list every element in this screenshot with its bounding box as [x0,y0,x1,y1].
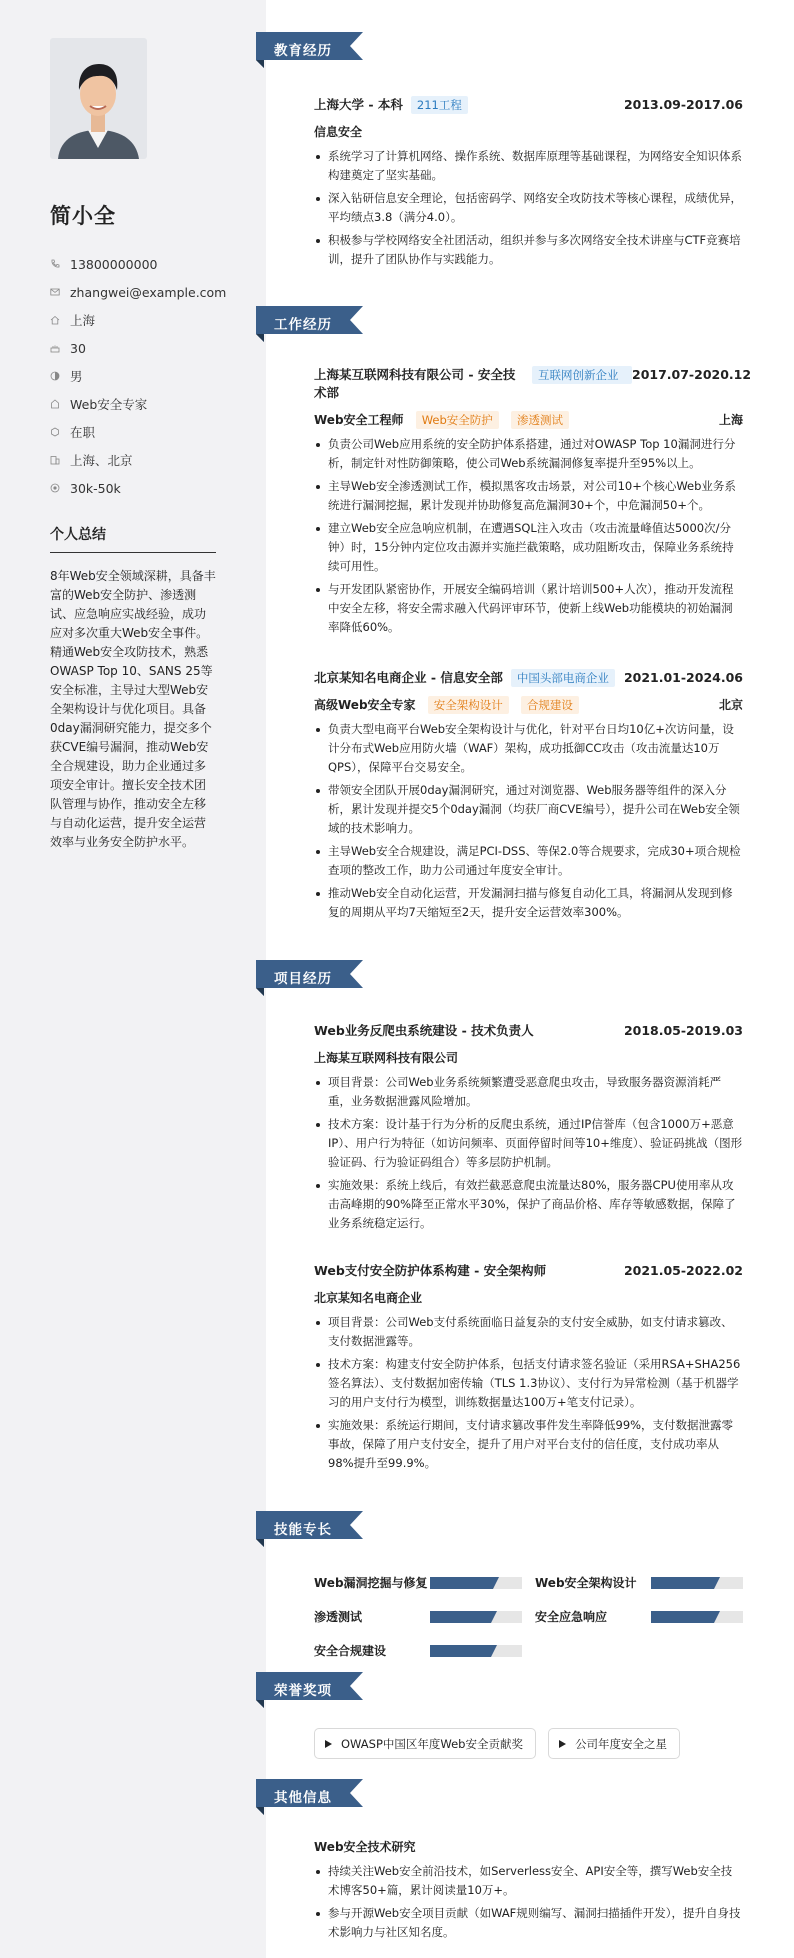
award-badge [548,1728,680,1759]
education-head [314,96,743,114]
section-header-projects [256,960,363,996]
sidebar [0,0,266,1958]
list-item: 主导Web安全渗透测试工作，模拟黑客攻击场景，对公司10+个核心Web业务系统进行漏洞挖掘，累计发现并协助修复高危漏洞30+个，中危漏洞50+个。 [314,477,743,515]
play-icon [325,1740,332,1748]
work-1-date: 2017.07-2020.12 [632,367,752,382]
section-title-honors: 荣誉奖项 [274,1683,332,1699]
work-1-head [314,366,752,402]
skill-name: Web安全架构设计 [535,1576,637,1590]
skill-bar-fill [651,1611,714,1623]
home-icon [50,315,70,325]
list-item: 积极参与学校网络安全社团活动，组织并参与多次网络安全技术讲座与CTF竞赛培训，提升了团队协作与实践能力。 [314,231,743,269]
project-entry-1 [314,1022,743,1237]
info-city [50,306,236,334]
skill-bar-fill [430,1611,491,1623]
project-1-org: 上海某互联网科技有限公司 [314,1051,459,1065]
project-2-org: 北京某知名电商企业 [314,1291,423,1305]
work-2-tag: 中国头部电商企业 [511,669,615,687]
school-name: 上海大学 - 本科 [314,97,403,112]
list-item: 推动Web安全自动化运营，开发漏洞扫描与修复自动化工具，将漏洞从发现到修复的周期从平均7天缩短至2天，提升安全运营效率300%。 [314,884,743,922]
section-header-skills [256,1511,363,1547]
project-2-bullets [314,1313,743,1473]
work-2-bullets [314,720,743,922]
work-entry-2 [314,669,743,926]
other-entry [314,1838,743,1946]
phone-icon [50,259,70,269]
education-major-line [314,123,743,141]
age-text: 30 [70,340,86,356]
skill-item [535,1608,743,1625]
job-text: Web安全专家 [70,397,148,412]
section-title-projects: 项目经历 [274,971,332,987]
work-2-head [314,669,743,687]
contact-info-list [50,250,236,502]
skills-grid [314,1574,743,1659]
skill-name: 安全应急响应 [535,1610,608,1624]
section-title-skills: 技能专长 [274,1522,332,1538]
project-entry-2 [314,1262,743,1477]
other-title: Web安全技术研究 [314,1840,416,1854]
phone-text: 13800000000 [70,256,158,272]
project-2-org-line [314,1289,743,1307]
list-item: 参与开源Web安全项目贡献（如WAF规则编写、漏洞扫描插件开发），提升自身技术影响力与社区知名度。 [314,1904,743,1942]
locations-text: 上海、北京 [70,453,133,468]
section-title-work: 工作经历 [274,317,332,333]
skill-bar [651,1611,743,1623]
project-2-date: 2021.05-2022.02 [623,1263,743,1278]
avatar [50,38,147,159]
project-1-date: 2018.05-2019.03 [623,1023,743,1038]
work-1-role-tag-1: Web安全防护 [416,411,499,429]
project-1-title: Web业务反爬虫系统建设 - 技术负责人 [314,1023,534,1038]
job-icon [50,399,70,409]
info-gender [50,362,236,390]
skill-bar-fill [430,1577,493,1589]
main-content [256,0,794,1958]
gender-icon [50,371,70,381]
info-locations [50,446,236,474]
award-text: 公司年度安全之星 [575,1736,668,1751]
list-item: 建立Web安全应急响应机制，在遭遇SQL注入攻击（攻击流量峰值达5000次/分钟）时，15分钟内定位攻击源并实施拦截策略，成功阻断攻击，保障业务系统持续可用性。 [314,519,743,576]
skill-bar [430,1645,522,1657]
section-title-education: 教育经历 [274,43,332,59]
list-item: 主导Web安全合规建设，满足PCI-DSS、等保2.0等合规要求，完成30+项合规检查项的整改工作，助力公司通过年度安全审计。 [314,842,743,880]
education-bullets [314,147,743,269]
list-item: 负责大型电商平台Web安全架构设计与优化，针对平台日均10亿+次访问量，设计分布式Web应用防火墙（WAF）架构，成功抵御CC攻击（攻击流量达10万QPS），保障平台交易安全。 [314,720,743,777]
list-item: 技术方案：设计基于行为分析的反爬虫系统，通过IP信誉库（包含1000万+恶意IP）、用户行为特征（如访问频率、页面停留时间等10+维度）、验证码挑战（图形验证码、行为验证码组合）等多层防护机制。 [314,1115,743,1172]
info-age [50,334,236,362]
list-item: 技术方案：构建支付安全防护体系，包括支付请求签名验证（采用RSA+SHA256签名算法）、支付数据加密传输（TLS 1.3协议）、支付行为异常检测（基于机器学习的用户支付行为模型，训练数据量达100万+笔支付记录）。 [314,1355,743,1412]
age-icon [50,343,70,353]
work-1-role-tag-2: 渗透测试 [511,411,569,429]
salary-icon [50,483,70,493]
other-title-line [314,1838,743,1856]
building-icon [50,455,70,465]
award-text: OWASP中国区年度Web安全贡献奖 [341,1736,523,1751]
education-date: 2013.09-2017.06 [623,97,743,112]
salary-text: 30k-50k [70,480,121,496]
list-item: 实施效果：系统运行期间，支付请求篡改事件发生率降低99%，支付数据泄露零事故，保障了用户支付安全，提升了用户对平台支付的信任度，支付成功率从98%提升至99.9%。 [314,1416,743,1473]
list-item: 负责公司Web应用系统的安全防护体系搭建，通过对OWASP Top 10漏洞进行分析，制定针对性防御策略，使公司Web系统漏洞修复率提升至95%以上。 [314,435,743,473]
gender-text: 男 [70,369,83,384]
work-2-role-tag-1: 安全架构设计 [428,696,509,714]
info-email [50,278,236,306]
work-entry-1 [314,366,752,641]
list-item: 深入钻研信息安全理论，包括密码学、网络安全攻防技术等核心课程，成绩优异，平均绩点3.8（满分4.0）。 [314,189,743,227]
list-item: 系统学习了计算机网络、操作系统、数据库原理等基础课程，为网络安全知识体系构建奠定了坚实基础。 [314,147,743,185]
project-1-org-line [314,1049,743,1067]
section-header-other [256,1779,363,1815]
work-1-location: 上海 [718,413,743,427]
info-phone [50,250,236,278]
honors-list [314,1728,743,1759]
list-item: 与开发团队紧密协作，开展安全编码培训（累计培训500+人次），推动开发流程中安全左移，将安全需求融入代码评审环节，使新上线Web功能模块的初始漏洞率降低60%。 [314,580,743,637]
project-1-bullets [314,1073,743,1233]
education-entry [314,96,743,273]
skill-bar-fill [430,1645,491,1657]
list-item: 带领安全团队开展0day漏洞研究，通过对浏览器、Web服务器等组件的深入分析，累计发现并提交5个0day漏洞（均获厂商CVE编号），提升公司在Web安全领域的技术影响力。 [314,781,743,838]
skill-item [535,1574,743,1591]
candidate-name: 简小全 [50,204,116,228]
work-2-company: 北京某知名电商企业 - 信息安全部 [314,670,503,685]
skill-item [314,1574,535,1591]
skill-name: 安全合规建设 [314,1644,387,1658]
section-header-honors [256,1672,363,1708]
info-status [50,418,236,446]
school-tag: 211工程 [411,96,468,114]
other-bullets [314,1862,743,1942]
work-1-bullets [314,435,743,637]
project-1-head [314,1022,743,1040]
section-header-education [256,32,363,68]
work-2-location: 北京 [718,698,743,712]
work-2-role: 高级Web安全专家 [314,698,416,712]
skill-item [314,1642,535,1659]
summary-text: 8年Web安全领域深耕，具备丰富的Web安全防护、渗透测试、应急响应实战经验，成功应对多次重大Web安全事件。精通Web安全攻防技术，熟悉OWASP Top 10、SANS 25等安全标准，主导过大型Web安全架构设计与优化项目。具备0day漏洞研究能力，提交多个获CVE编号漏洞，推动Web安全合规建设，助力企业通过多项安全审计。擅长安全技术团队管理与协作，推动安全左移与自动化运营，提升安全运营效率与业务安全防护水平。 [50,569,216,849]
email-text: zhangwei@example.com [70,284,227,300]
status-icon [50,427,70,437]
work-2-date: 2021.01-2024.06 [623,670,743,685]
section-header-work [256,306,363,342]
award-badge [314,1728,536,1759]
play-icon [559,1740,566,1748]
work-2-role-tag-2: 合规建设 [521,696,579,714]
status-text: 在职 [70,425,96,440]
project-2-head [314,1262,743,1280]
city-text: 上海 [70,313,96,328]
education-major: 信息安全 [314,125,363,139]
project-2-title: Web支付安全防护体系构建 - 安全架构师 [314,1263,547,1278]
skill-name: Web漏洞挖掘与修复 [314,1576,428,1590]
list-item: 项目背景：公司Web支付系统面临日益复杂的支付安全威胁，如支付请求篡改、支付数据泄露等。 [314,1313,743,1351]
work-1-company: 上海某互联网科技有限公司 - 安全技术部 [314,367,516,400]
list-item: 持续关注Web安全前沿技术，如Serverless安全、API安全等，撰写Web安全技术博客50+篇，累计阅读量10万+。 [314,1862,743,1900]
work-2-role-line [314,696,743,714]
skill-bar [430,1611,522,1623]
list-item: 项目背景：公司Web业务系统频繁遭受恶意爬虫攻击，导致服务器资源消耗严重，业务数据泄露风险增加。 [314,1073,743,1111]
info-salary [50,474,236,502]
skill-bar [430,1577,522,1589]
work-1-role-line [314,411,743,429]
work-1-tag: 互联网创新企业 [532,366,632,384]
section-title-other: 其他信息 [274,1790,332,1806]
skill-bar [651,1577,743,1589]
email-icon [50,287,70,297]
info-job [50,390,236,418]
summary-title: 个人总结 [50,524,216,553]
skill-bar-fill [651,1577,714,1589]
list-item: 实施效果：系统上线后，有效拦截恶意爬虫流量达80%，服务器CPU使用率从攻击高峰期的90%降至正常水平30%，保护了商品价格、库存等敏感数据，保障了业务系统稳定运行。 [314,1176,743,1233]
work-1-role: Web安全工程师 [314,413,404,427]
skill-name: 渗透测试 [314,1610,363,1624]
skill-item [314,1608,535,1625]
